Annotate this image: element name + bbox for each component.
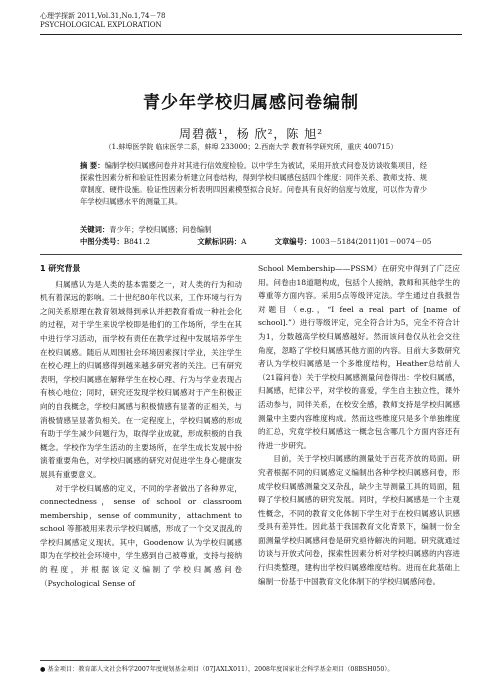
right-column <box>258 262 460 588</box>
doc-code-value: A <box>241 237 247 246</box>
keywords-text: 青少年；学校归属感；问卷编制 <box>109 225 212 234</box>
article-id-label: 文章编号： <box>274 237 312 246</box>
journal-citation: 心理学探新 2011,Vol.31,No.1,74－78 <box>40 12 166 20</box>
section-heading: 1 研究背景 <box>40 264 81 273</box>
abstract-text: 编制学校归属感问卷并对其进行信效度检验。以中学生为被试，采用开放式问卷及访谈收集项目，经探索性因素分析和验证性因素分析建立问卷结构，得到学校归属感包括四个维度：同伴关系、教师支持、规章制度、硬件设施。验证性因素分析表明四因素模型拟合良好。问卷具有良好的信度与效度，可以作为青少年学校归属感水平的测量工具。 <box>80 161 427 206</box>
classification-line <box>80 237 442 247</box>
clc-value: B841.2 <box>123 237 151 246</box>
abstract <box>80 160 427 208</box>
keywords-label: 关键词： <box>80 225 110 234</box>
header-rule <box>40 34 462 35</box>
section-rule <box>40 254 462 255</box>
author-affiliation: （1.蚌埠医学院 临床医学二系，蚌埠 233000；2.西南大学 教育科学研究所，重庆 400715） <box>104 143 398 151</box>
body-paragraph: 归属感认为是人类的基本需要之一，对人类的行为和动机有着深远的影响。二十世纪80年代以来，工作环境与行为之间关系原理在教育领域得到承认并把教育看成一种社会化的过程，对于学生来说学校即是他们的工作场所，学生在其中进行学习活动，而学校有责任在教学过程中发展培养学生在校归属感。随后从周围社会环境因素探讨学业，关注学生在校心理上的归属感得到越来越多研究者的关注。已有研究表明，学校归属感在解释学生在校心理、行为与学业表现占有核心地位；同时，研究还发现学校归属感对于产生积极正向的自我概念，学校归属感与积极情感有显著的正相关，与消极情感呈显著负相关。在一定程度上，学校归属感的形成有助于学生减少问题行为，取得学业成就，形成积极的自我概念。学校作为学生活动的主要场所，在学生成长发展中扮演着重要角色，对学校归属感的研究对促进学生身心健康发展具有重要意义。 <box>40 279 242 479</box>
article-id-value: 1003－5184(2011)01－0074－05 <box>311 237 432 246</box>
funding-footnote: ● 基金项目：教育部人文社会科学2007年度规划基金项目（07JAXLX011），2008年度国家社会科学基金项目（08BSH050）。 <box>40 666 394 673</box>
keywords <box>80 225 211 235</box>
abstract-label: 摘 要： <box>80 161 105 170</box>
body-paragraph: 目前，关于学校归属感的测量处于百花齐放的局面。研究者根据不同的归属感定义编制出各种学校归属感问卷，形成学校归属感测量交叉杂乱，缺少主导测量工具的局面，阻碍了学校归属感的研究发展。同时，学校归属感是一个主观性概念，不同的教育文化体制下学生对于在校归属感认识感受具有差异性。因此基于我国教育文化背景下，编制一份全面测量学校归属感问卷是研究亟待解决的问题。研究就通过访谈与开放式问卷，探索性因素分析对学校归属感的内容进行归类整理，建构出学校归属感维度结构。进而在此基础上编制一份基于中国教育文化体制下的学校归属感问卷。 <box>258 454 460 586</box>
journal-header <box>40 12 165 30</box>
doc-code-label: 文献标识码： <box>197 237 242 246</box>
author-list: 周碧薇¹，杨 欣²，陈 旭² <box>178 127 324 141</box>
left-column <box>40 262 242 590</box>
clc-label: 中图分类号： <box>80 237 124 246</box>
journal-name-english: PSYCHOLOGICAL EXPLORATION <box>40 21 162 29</box>
body-paragraph: School Membership——PSSM）在研究中得到了广泛应用。问卷由18道题构成，包括个人接纳，教师和其他学生的尊重等方面内容。采用5点等级评定法。学生通过自我报告对题目（e.g.，“I feel a real part of [name of school].”）进行等级评定，完全符合计为5，完全不符合计为1，分数越高学校归属感越好。然而该问卷仅从社会交往角度，忽略了学校归属感其他方面的内容。目前大多数研究者认为学校归属感是一个多维度结构，Heather总结前人（21篇问卷）关于学校归属感测量问卷得出：学校归属感，归属感，纪律公平，对学校的喜爱，学生自主独立性，课外活动参与，同伴关系，在校安全感，教师支持是学校归属感测量中主要内容维度构成。然而这些维度只是多个单独维度的汇总，究竟学校归属感这一概念包含哪几个方面内容还有待进一步研究。 <box>258 264 460 450</box>
paper-title: 青少年学校归属感问卷编制 <box>143 93 359 113</box>
footnote-rule <box>40 660 160 661</box>
body-paragraph: 对于学校归属感的定义，不同的学者做出了各种界定，connectedness，sense of school or classroom membership，sense of community，attachment to school 等都被用来表示学校归属感，形成了一个交叉混乱的学校归属感定义现状。其中，Goodenow 认为学校归属感即为在学校社会环境中，学生感到自己被尊重，支持与接纳的程度，并根据该定义编制了学校归属感问卷（Psychological Sense of <box>40 483 242 588</box>
